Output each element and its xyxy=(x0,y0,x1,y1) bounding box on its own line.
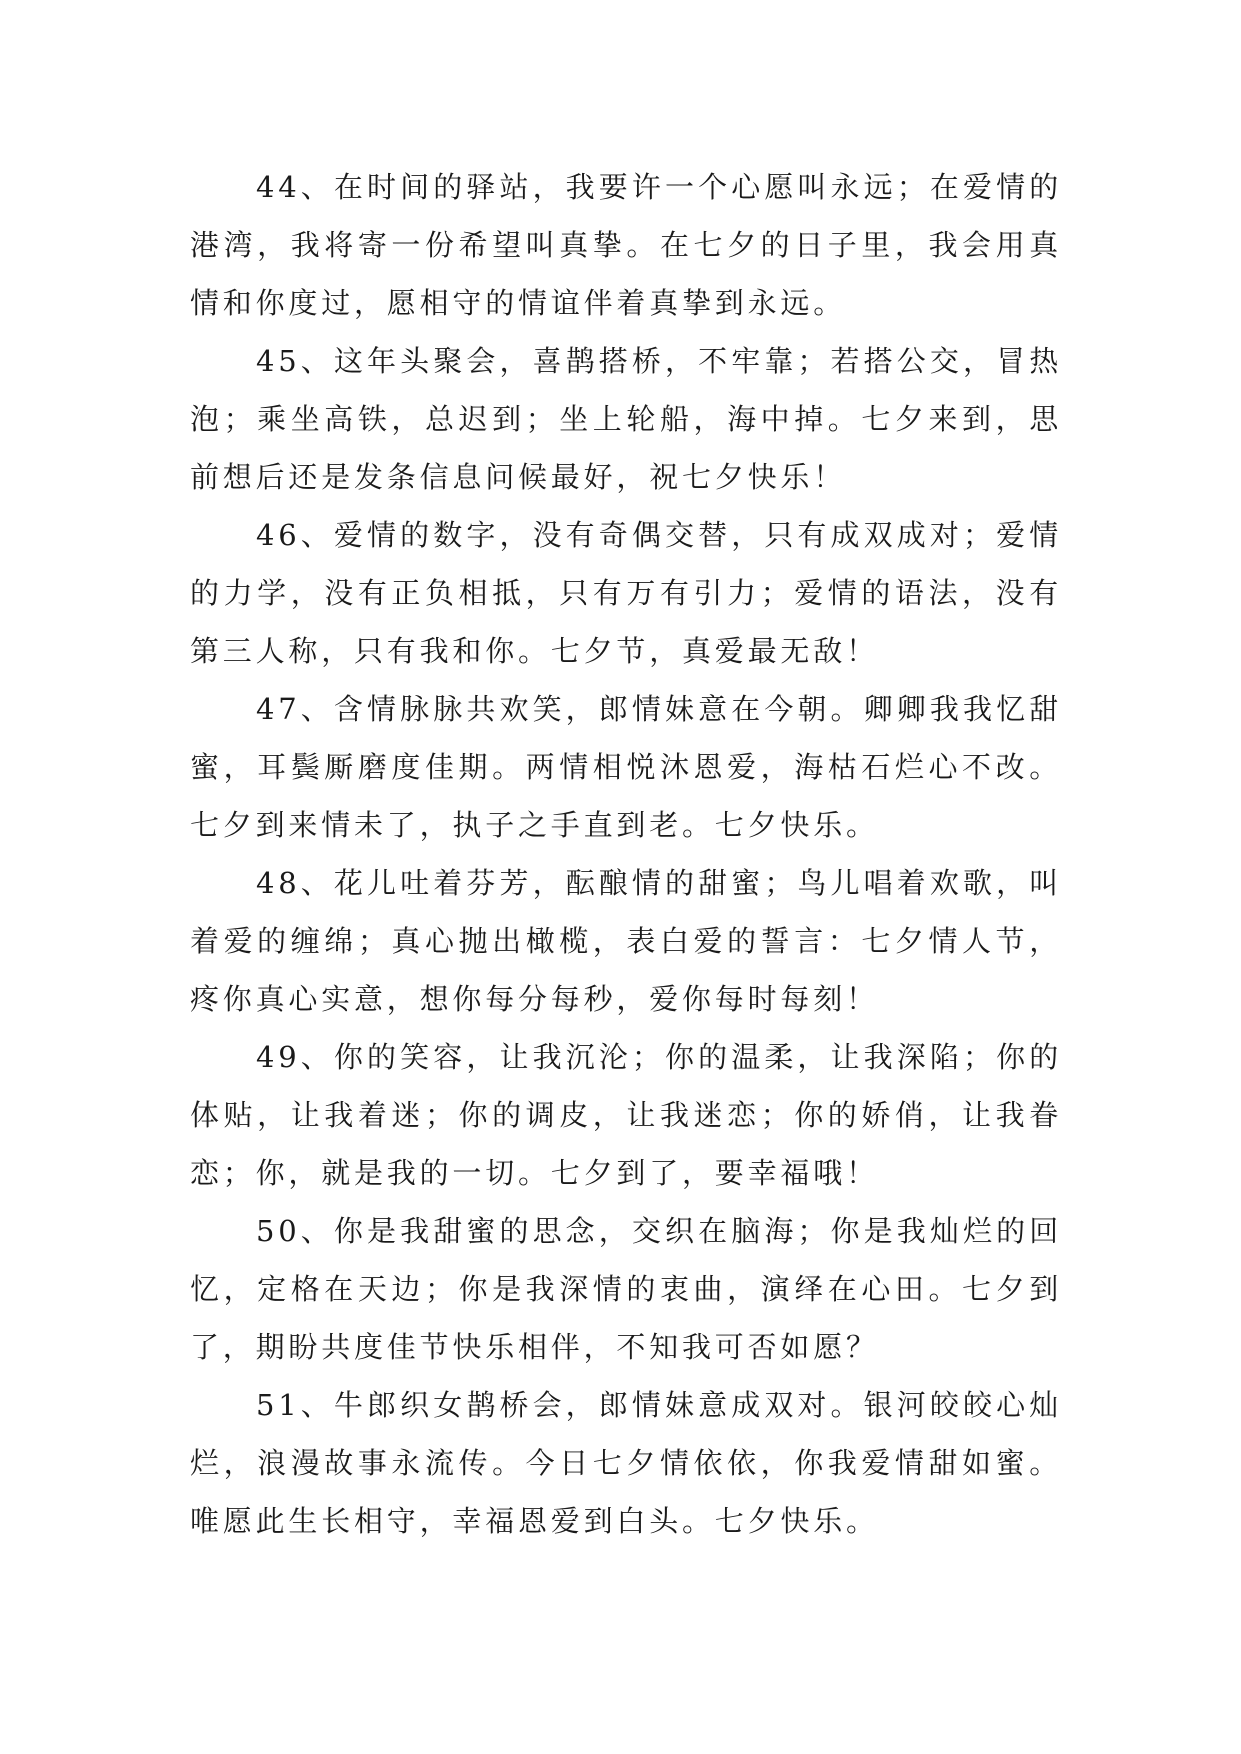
paragraph-50: 50、你是我甜蜜的思念，交织在脑海；你是我灿烂的回忆，定格在天边；你是我深情的衷曲，演绎在心田。七夕到了，期盼共度佳节快乐相伴，不知我可否如愿？ xyxy=(190,1214,1062,1364)
paragraph-47: 47、含情脉脉共欢笑，郎情妹意在今朝。卿卿我我忆甜蜜，耳鬓厮磨度佳期。两情相悦沐恩爱，海枯石烂心不改。七夕到来情未了，执子之手直到老。七夕快乐。 xyxy=(190,692,1062,842)
paragraph-49: 49、你的笑容，让我沉沦；你的温柔，让我深陷；你的体贴，让我着迷；你的调皮，让我迷恋；你的娇俏，让我眷恋；你，就是我的一切。七夕到了，要幸福哦！ xyxy=(190,1040,1062,1190)
document-body xyxy=(190,158,1062,1550)
paragraph-44: 44、在时间的驿站，我要许一个心愿叫永远；在爱情的港湾，我将寄一份希望叫真挚。在七夕的日子里，我会用真情和你度过，愿相守的情谊伴着真挚到永远。 xyxy=(190,170,1062,320)
paragraph-51: 51、牛郎织女鹊桥会，郎情妹意成双对。银河皎皎心灿烂，浪漫故事永流传。今日七夕情依依，你我爱情甜如蜜。唯愿此生长相守，幸福恩爱到白头。七夕快乐。 xyxy=(190,1388,1062,1538)
paragraph-46: 46、爱情的数字，没有奇偶交替，只有成双成对；爱情的力学，没有正负相抵，只有万有引力；爱情的语法，没有第三人称，只有我和你。七夕节，真爱最无敌！ xyxy=(190,518,1062,668)
paragraph-45: 45、这年头聚会，喜鹊搭桥，不牢靠；若搭公交，冒热泡；乘坐高铁，总迟到；坐上轮船，海中掉。七夕来到，思前想后还是发条信息问候最好，祝七夕快乐！ xyxy=(190,344,1062,494)
paragraph-48: 48、花儿吐着芬芳，酝酿情的甜蜜；鸟儿唱着欢歌，叫着爱的缠绵；真心抛出橄榄，表白爱的誓言：七夕情人节，疼你真心实意，想你每分每秒，爱你每时每刻！ xyxy=(190,866,1062,1016)
